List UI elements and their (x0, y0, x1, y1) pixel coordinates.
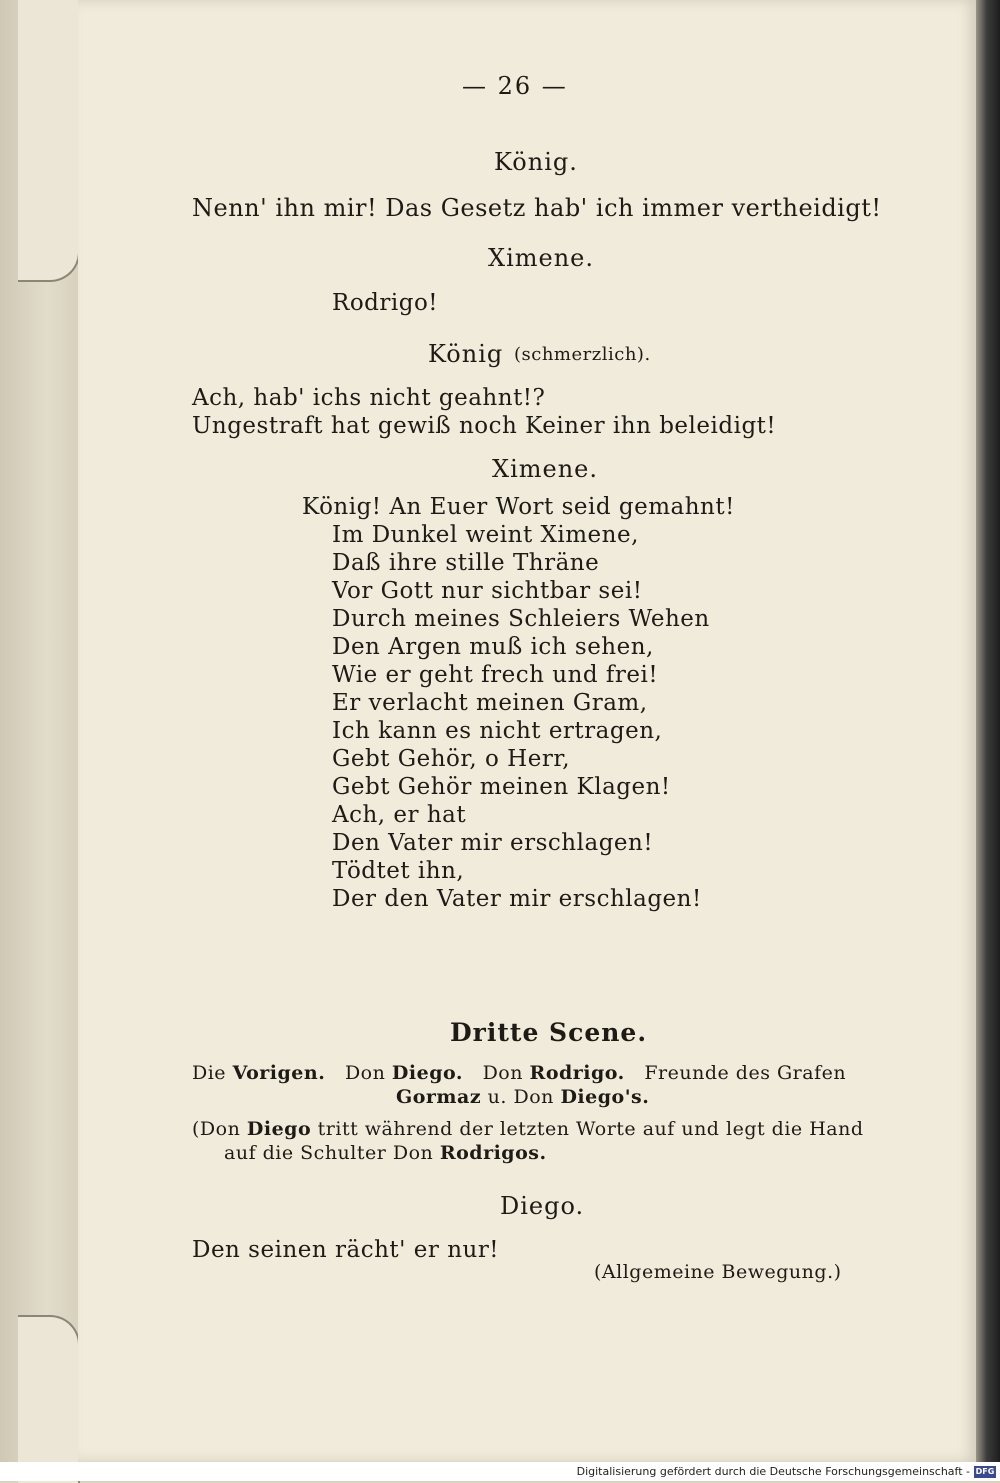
stage-direction-line-1 (192, 1118, 864, 1140)
cast-list-line-1 (192, 1062, 846, 1084)
verse-line: Durch meines Schleiers Wehen (332, 606, 710, 632)
dialogue-line-5: Den seinen rächt' er nur! (192, 1237, 500, 1263)
cast-name: Gormaz (396, 1086, 482, 1108)
book-spine (976, 0, 1000, 1462)
verse-line: Ach, er hat (332, 802, 467, 828)
scene-title: Dritte Scene. (450, 1018, 648, 1047)
stage-text: tritt während der letzten Worte auf und legt die Hand (317, 1118, 864, 1140)
verse-line: Ich kann es nicht ertragen, (332, 718, 663, 744)
cast-text: Freunde des Grafen (644, 1062, 847, 1084)
speaker-ximene-2: Ximene. (492, 455, 599, 483)
verse-line: Im Dunkel weint Ximene, (332, 522, 639, 548)
speaker-koenig-1: König. (494, 148, 578, 176)
verse-line: Tödtet ihn, (332, 858, 465, 884)
verse-line: Der den Vater mir erschlagen! (332, 886, 702, 912)
dialogue-line-2: Rodrigo! (332, 290, 439, 316)
stage-name: Diego (246, 1118, 312, 1140)
cast-text: Don (482, 1062, 523, 1084)
stage-text: auf die Schulter Don (224, 1142, 434, 1164)
book-tab-bottom (18, 1315, 80, 1483)
footer-credit: Digitalisierung gefördert durch die Deutsche Forschungsgemeinschaft - (576, 1465, 970, 1478)
cast-text: Die (192, 1062, 227, 1084)
verse-line: Gebt Gehör meinen Klagen! (332, 774, 671, 800)
book-tab-top (18, 0, 80, 282)
verse-line: Daß ihre stille Thräne (332, 550, 600, 576)
page-number: — 26 — (462, 72, 568, 100)
cast-text: u. Don (487, 1086, 554, 1108)
verse-line: Er verlacht meinen Gram, (332, 690, 648, 716)
cast-name: Diego. (391, 1062, 463, 1084)
speaker-ximene-1: Ximene. (488, 244, 595, 272)
stage-name: Rodrigos. (439, 1142, 547, 1164)
cast-name: Vorigen. (232, 1062, 326, 1084)
verse-line: Den Vater mir erschlagen! (332, 830, 654, 856)
verse-line: Vor Gott nur sichtbar sei! (332, 578, 643, 604)
cast-list-line-2 (396, 1086, 649, 1108)
dialogue-line-4: Ungestraft hat gewiß noch Keiner ihn beleidigt! (192, 413, 777, 439)
speaker-diego: Diego. (500, 1192, 585, 1220)
cast-name: Diego's. (560, 1086, 650, 1108)
speaker-koenig-2: König (428, 340, 504, 368)
cast-name: Rodrigo. (529, 1062, 625, 1084)
dialogue-line-3: Ach, hab' ichs nicht geahnt!? (192, 385, 546, 411)
verse-line: Wie er geht frech und frei! (332, 662, 659, 688)
footer-bar (0, 1462, 1000, 1481)
cast-text: Don (344, 1062, 386, 1084)
stage-direction-line-2 (224, 1142, 547, 1164)
stage-direction-koenig: (schmerzlich). (514, 344, 651, 365)
dialogue-line-1: Nenn' ihn mir! Das Gesetz hab' ich immer vertheidigt! (192, 194, 882, 222)
dfg-logo: DFG (975, 1467, 995, 1476)
stage-direction-line-3: (Allgemeine Bewegung.) (594, 1261, 842, 1283)
verse-line: Gebt Gehör, o Herr, (332, 746, 571, 772)
stage-text: (Don (192, 1118, 241, 1140)
verse-line: Den Argen muß ich sehen, (332, 634, 654, 660)
verse-line: König! An Euer Wort seid gemahnt! (302, 494, 735, 520)
